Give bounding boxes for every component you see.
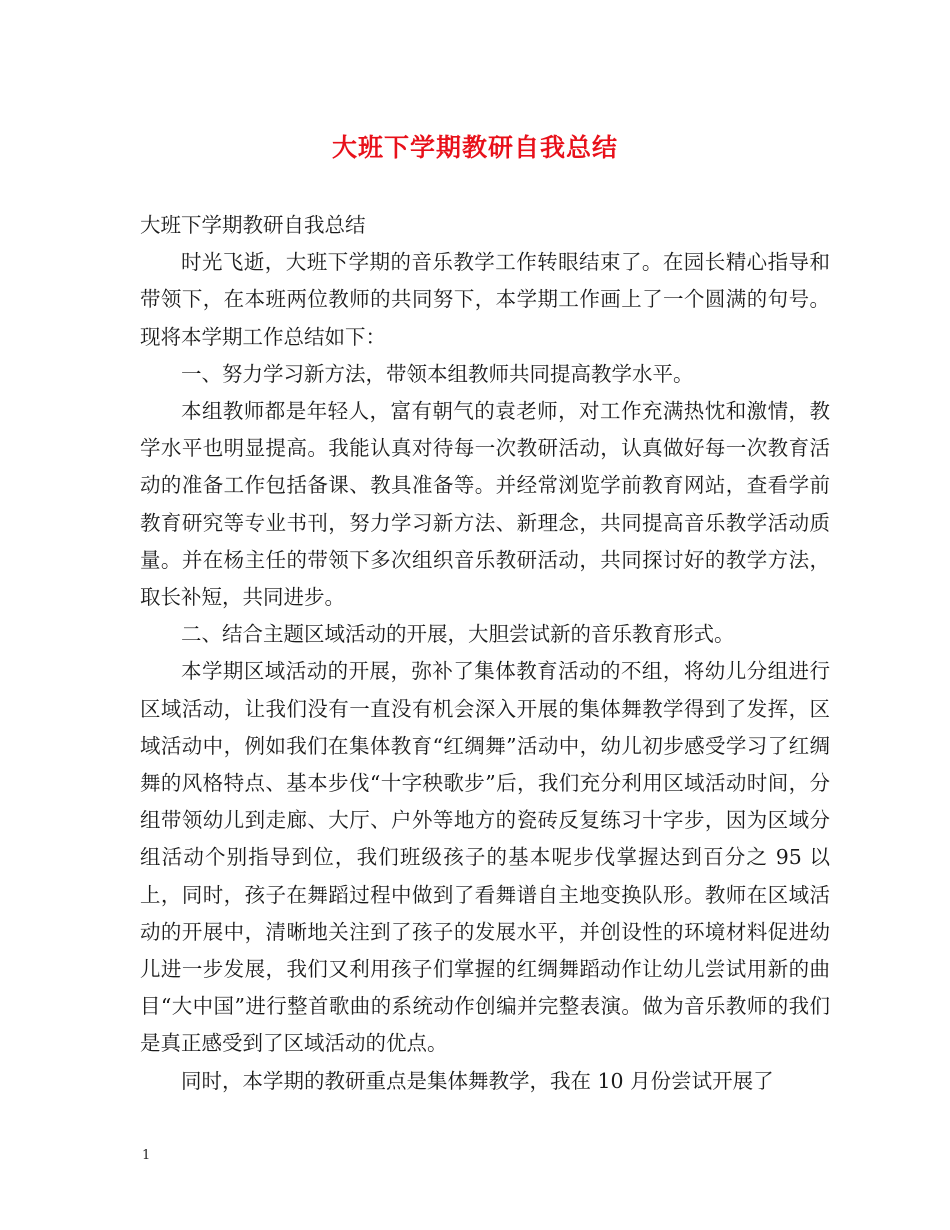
paragraph-section-1: 本组教师都是年轻人，富有朝气的袁老师，对工作充满热忱和激情，教学水平也明显提高。我能认真对待每一次教研活动，认真做好每一次教育活动的准备工作包括备课、教具准备等。并经常浏览学前教育网站，查看学前教育研究等专业书刊，努力学习新方法、新理念，共同提高音乐教学活动质量。并在杨主任的带领下多次组织音乐教研活动，共同探讨好的教学方法，取长补短，共同进步。 (140, 399, 830, 610)
section-heading-1: 一、努力学习新方法，带领本组教师共同提高教学水平。 (181, 361, 694, 386)
document-subtitle: 大班下学期教研自我总结 (140, 213, 366, 237)
section-heading-2: 二、结合主题区域活动的开展，大胆尝试新的音乐教育形式。 (181, 622, 735, 647)
page-number: 1 (142, 1148, 151, 1163)
paragraph-continued: 同时，本学期的教研重点是集体舞教学，我在 10 月份尝试开展了 (181, 1068, 774, 1093)
paragraph-section-2: 本学期区域活动的开展，弥补了集体教育活动的不组，将幼儿分组进行区域活动，让我们没有一直没有机会深入开展的集体舞教学得到了发挥，区域活动中，例如我们在集体教育“红绸舞”活动中，幼儿初步感受学习了红绸舞的风格特点、基本步伐“十字秧歌步”后，我们充分利用区域活动时间，分组带领幼儿到走廊、大厅、户外等地方的瓷砖反复练习十字步，因为区域分组活动个别指导到位，我们班级孩子的基本呢步伐掌握达到百分之 95 以上，同时，孩子在舞蹈过程中做到了看舞谱自主地变换队形。教师在区域活动的开展中，清晰地关注到了孩子的发展水平，并创设性的环境材料促进幼儿进一步发展，我们又利用孩子们掌握的红绸舞蹈动作让幼儿尝试用新的曲目“大中国”进行整首歌曲的系统动作创编并完整表演。做为音乐教师的我们是真正感受到了区域活动的优点。 (140, 659, 830, 1056)
document-body (140, 207, 830, 1100)
document-title: 大班下学期教研自我总结 (331, 133, 618, 162)
paragraph-intro: 时光飞逝，大班下学期的音乐教学工作转眼结束了。在园长精心指导和带领下，在本班两位教师的共同努下，本学期工作画上了一个圆满的句号。现将本学期工作总结如下： (140, 250, 830, 349)
